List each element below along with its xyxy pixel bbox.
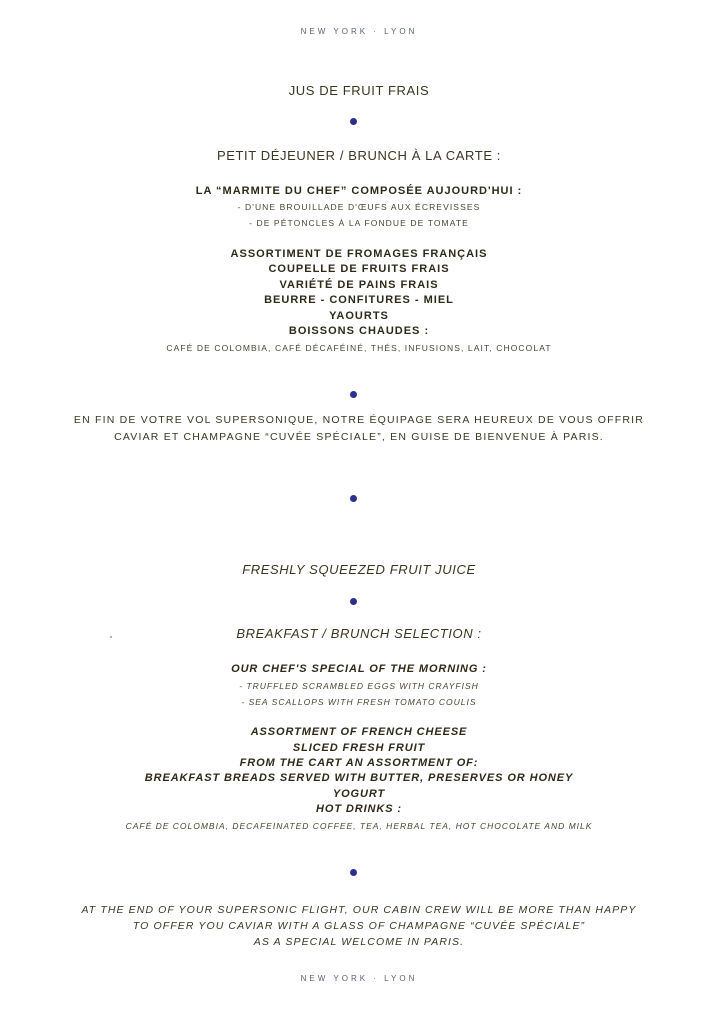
en-chef-title: OUR CHEF'S SPECIAL OF THE MORNING : [231, 663, 487, 675]
en-menu-item: FROM THE CART AN ASSORTMENT OF: [239, 757, 479, 769]
fr-section-title: PETIT DÉJEUNER / BRUNCH À LA CARTE : [216, 148, 502, 163]
fr-chef-title: LA “MARMITE DU CHEF” COMPOSÉE AUJOURD'HUI : [195, 185, 523, 197]
separator-dot [350, 598, 357, 605]
fr-menu-item: YAOURTS [329, 310, 389, 322]
separator-dot [350, 869, 357, 876]
en-menu-item: ASSORTMENT OF FRENCH CHEESE [250, 726, 468, 738]
fr-chef-item: - DE PÉTONCLES À LA FONDUE DE TOMATE [249, 218, 469, 228]
fr-drinks-heading: BOISSONS CHAUDES : [288, 325, 430, 337]
fr-juice-title: JUS DE FRUIT FRAIS [288, 83, 430, 98]
en-menu-item: SLICED FRESH FRUIT [292, 742, 426, 754]
fr-closing-line: CAVIAR ET CHAMPAGNE “CUVÉE SPÉCIALE”, EN GUISE DE BIENVENUE À PARIS. [114, 431, 604, 443]
en-closing-line: AT THE END OF YOUR SUPERSONIC FLIGHT, OUR CABIN CREW WILL BE MORE THAN HAPPY [81, 904, 637, 916]
header-route: NEW YORK · LYON [300, 27, 418, 36]
separator-dot [350, 495, 357, 502]
fr-closing-line: EN FIN DE VOTRE VOL SUPERSONIQUE, NOTRE ÉQUIPAGE SERA HEUREUX DE VOUS OFFRIR [73, 414, 645, 426]
en-juice-title: FRESHLY SQUEEZED FRUIT JUICE [242, 562, 476, 577]
en-chef-item: - TRUFFLED SCRAMBLED EGGS WITH CRAYFISH [239, 681, 479, 691]
fr-menu-item: VARIÉTÉ DE PAINS FRAIS [279, 279, 439, 291]
en-closing-line: AS A SPECIAL WELCOME IN PARIS. [253, 936, 465, 948]
fr-menu-item: ASSORTIMENT DE FROMAGES FRANÇAIS [230, 248, 488, 260]
en-menu-item: YOGURT [332, 788, 386, 800]
fr-chef-item: - D'UNE BROUILLADE D'ŒUFS AUX ÉCREVISSES [237, 202, 481, 212]
fr-drinks-list: CAFÉ DE COLOMBIA, CAFÉ DÉCAFÉINÉ, THÉS, INFUSIONS, LAIT, CHOCOLAT [166, 343, 552, 353]
fr-menu-item: COUPELLE DE FRUITS FRAIS [268, 263, 450, 275]
separator-dot [350, 118, 357, 125]
fr-menu-item: BEURRE - CONFITURES - MIEL [264, 294, 454, 306]
en-drinks-list: CAFÉ DE COLOMBIA, DECAFEINATED COFFEE, TEA, HERBAL TEA, HOT CHOCOLATE AND MILK [125, 821, 593, 831]
separator-dot [350, 391, 357, 398]
en-menu-item: BREAKFAST BREADS SERVED WITH BUTTER, PRESERVES OR HONEY [144, 772, 574, 784]
en-drinks-heading: HOT DRINKS : [316, 803, 402, 815]
footer-route: NEW YORK · LYON [300, 974, 418, 983]
en-closing-line: TO OFFER YOU CAVIAR WITH A GLASS OF CHAMPAGNE “CUVÉE SPÉCIALE” [132, 920, 586, 932]
en-section-title: BREAKFAST / BRUNCH SELECTION : [236, 626, 482, 641]
en-chef-item: - SEA SCALLOPS WITH FRESH TOMATO COULIS [241, 697, 477, 707]
